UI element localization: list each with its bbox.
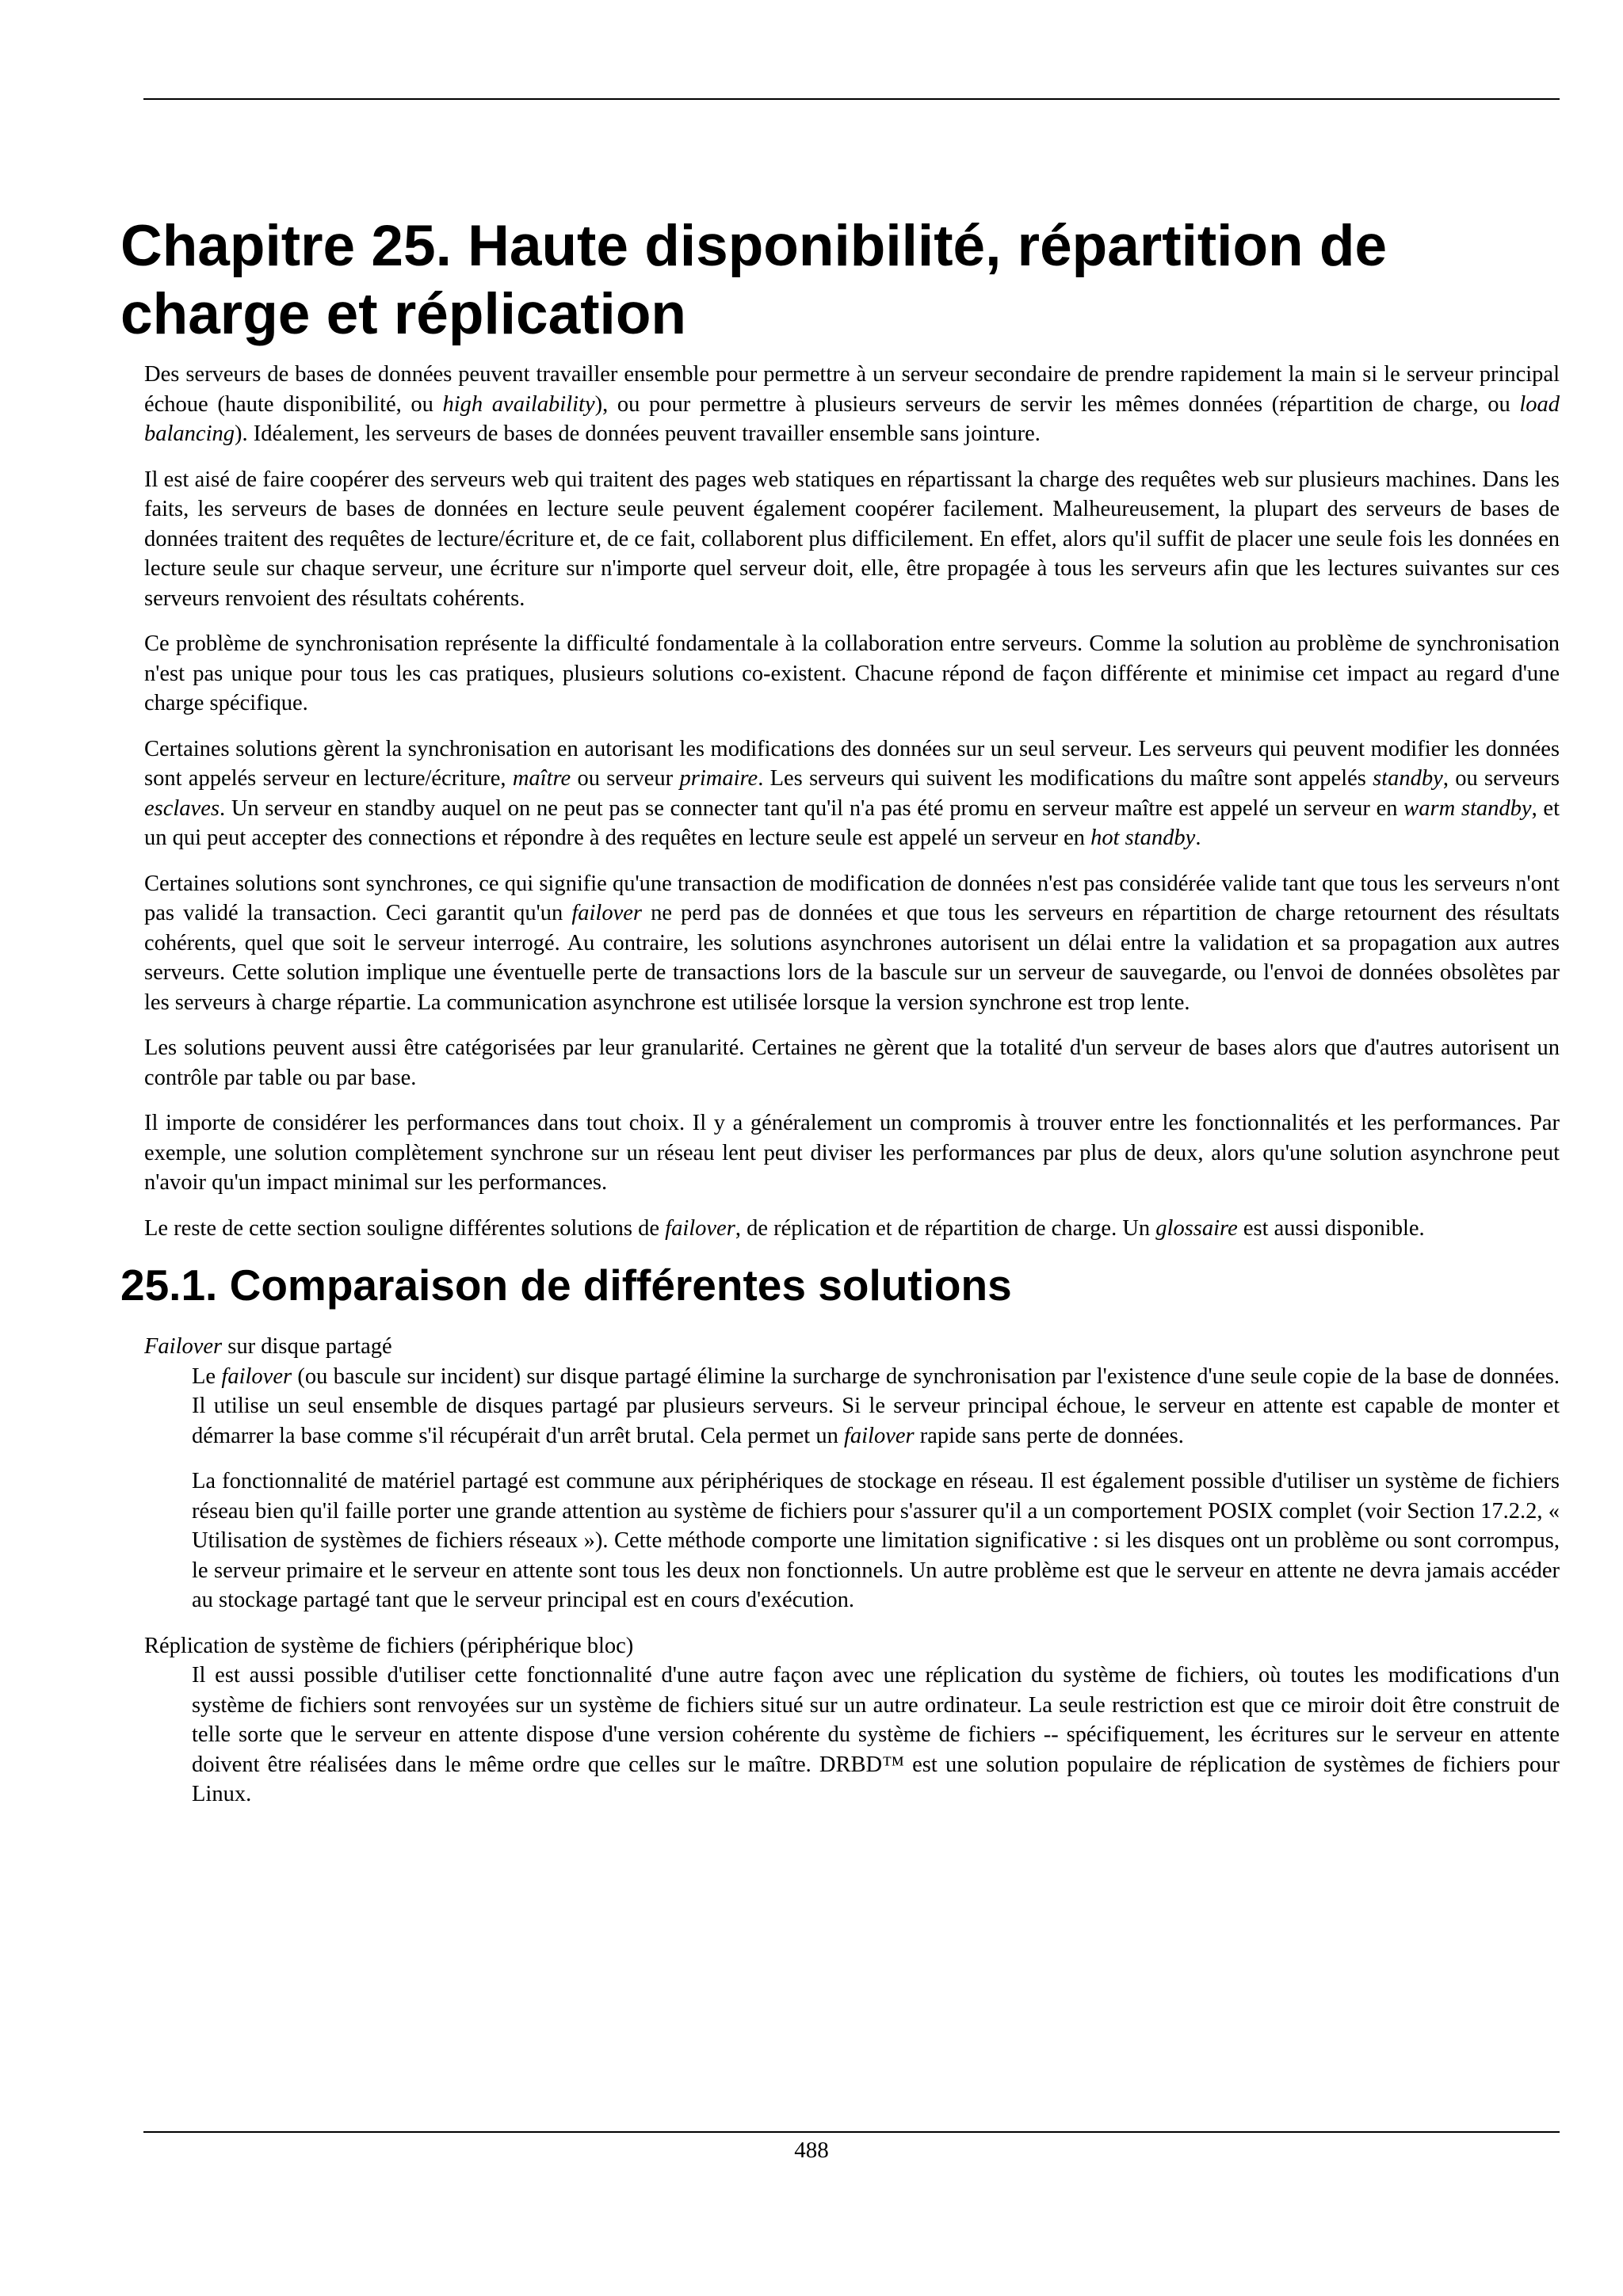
italic-term: Failover bbox=[144, 1334, 223, 1359]
italic-term: primaire bbox=[679, 766, 758, 791]
solution-term bbox=[144, 1332, 1560, 1362]
body-paragraph bbox=[144, 465, 1560, 614]
description-paragraph bbox=[192, 1362, 1560, 1451]
text-run: sur disque partagé bbox=[222, 1334, 392, 1359]
italic-term: failover bbox=[665, 1215, 735, 1241]
text-run: Il importe de considérer les performances dans tout choix. Il y a généralement un compromis à trouver entre les fonctionnalités et les performances. Par exemple, une solution complètement synchrone sur un réseau lent peut diviser les performances par plus de deux, alors qu'une solution asynchrone peut n'avoir qu'un impact minimal sur les performances. bbox=[144, 1111, 1560, 1195]
text-run: ), ou pour permettre à plusieurs serveurs de servir les mêmes données (répartition de charge, ou bbox=[594, 391, 1520, 417]
italic-term: load balancing bbox=[144, 391, 1560, 446]
text-run: Il est aussi possible d'utiliser cette fonctionnalité d'une autre façon avec une réplication du système de fichiers, où toutes les modifications d'un système de fichiers sont renvoyées sur un système de fichiers situé sur un autre ordinateur. La seule restriction est que ce miroir doit être construit de telle sorte que le serveur en attente dispose d'une version cohérente du système de fichiers -- spécifiquement, les écritures sur le serveur en attente doivent être réalisées dans le même ordre que celles sur le maître. DRBD™ est une solution populaire de réplication de systèmes de fichiers pour Linux. bbox=[192, 1663, 1560, 1806]
body-paragraph bbox=[144, 869, 1560, 1018]
text-run: est aussi disponible. bbox=[1237, 1215, 1425, 1241]
solutions-list bbox=[120, 1332, 1560, 1810]
text-run: Le bbox=[192, 1363, 222, 1389]
description-paragraph bbox=[192, 1466, 1560, 1615]
page-number: 488 bbox=[794, 2138, 829, 2163]
body-paragraph bbox=[144, 1033, 1560, 1093]
italic-term: glossaire bbox=[1155, 1215, 1238, 1241]
header-rule bbox=[143, 98, 1560, 100]
text-run: Certaines solutions sont synchrones, ce qui signifie qu'une transaction de modification de données n'est pas considérée valide tant que tous les serveurs n'ont pas validé la transaction. Ceci garantit qu'un bbox=[144, 871, 1560, 925]
text-run: Le reste de cette section souligne différentes solutions de bbox=[144, 1215, 666, 1241]
text-run: Certaines solutions gèrent la synchronisation en autorisant les modifications des données sur un seul serveur. Les serveurs qui peuvent modifier les données sont appelés serveur en lecture/écriture, bbox=[144, 736, 1560, 791]
italic-term: failover bbox=[221, 1363, 292, 1389]
body-paragraph bbox=[144, 360, 1560, 449]
italic-term: high availability bbox=[442, 391, 595, 417]
italic-term: failover bbox=[843, 1423, 915, 1448]
text-run: ne perd pas de données et que tous les serveurs en répartition de charge retournent des résultats cohérents, quel que soit le serveur interrogé. Au contraire, les solutions asynchrones autorisent un délai entre la validation et sa propagation aux autres serveurs. Cette solution implique une éventuelle perte de transactions lors de la bascule sur un serveur de sauvegarde, ou l'envoi de données obsolètes par les serveurs à charge répartie. La communication asynchrone est utilisée lorsque la version synchrone est trop lente. bbox=[144, 901, 1560, 1015]
text-run: , de réplication et de répartition de charge. Un bbox=[735, 1215, 1156, 1241]
body-paragraph bbox=[144, 629, 1560, 719]
italic-term: warm standby bbox=[1403, 795, 1532, 821]
body-paragraph bbox=[144, 1214, 1560, 1244]
italic-term: esclaves bbox=[144, 795, 220, 821]
text-run: . Un serveur en standby auquel on ne peut pas se connecter tant qu'il n'a pas été promu en serveur maître est appelé un serveur en bbox=[219, 795, 1404, 821]
italic-term: hot standby bbox=[1090, 826, 1196, 850]
solution-term bbox=[144, 1631, 1560, 1661]
text-run: , ou serveurs bbox=[1442, 766, 1560, 791]
solution-description bbox=[192, 1661, 1560, 1810]
footer-rule bbox=[143, 2131, 1560, 2133]
chapter-title: Chapitre 25. Haute disponibilité, répartition de charge et réplication bbox=[120, 214, 1388, 346]
text-run: Il est aisé de faire coopérer des serveurs web qui traitent des pages web statiques en répartissant la charge des requêtes web sur plusieurs machines. Dans les faits, les serveurs de bases de données en lecture seule peuvent également coopérer facilement. Malheureusement, la plupart des serveurs de bases de données traitent des requêtes de lecture/écriture et, de ce fait, collaborent plus difficilement. En effet, alors qu'il suffit de placer une seule fois les données en lecture seule sur chaque serveur, une écriture sur n'importe quel serveur doit, elle, être propagée à tous les serveurs afin que les lectures suivantes sur ces serveurs renvoient des résultats cohérents. bbox=[144, 467, 1560, 611]
section-title: 25.1. Comparaison de différentes solutions bbox=[120, 1261, 1012, 1310]
text-run: ). Idéalement, les serveurs de bases de données peuvent travailler ensemble sans jointure. bbox=[235, 421, 1041, 446]
italic-term: failover bbox=[571, 901, 642, 925]
solution-description bbox=[192, 1362, 1560, 1615]
description-paragraph bbox=[192, 1661, 1560, 1810]
text-run: rapide sans perte de données. bbox=[914, 1423, 1184, 1448]
text-run: Ce problème de synchronisation représente la difficulté fondamentale à la collaboration entre serveurs. Comme la solution au problème de synchronisation n'est pas unique pour tous les cas pratiques, plusieurs solutions co-existent. Chacune répond de façon différente et minimise cet impact au regard d'une charge spécifique. bbox=[144, 631, 1560, 715]
text-run: Des serveurs de bases de données peuvent travailler ensemble pour permettre à un serveur secondaire de prendre rapidement la main si le serveur principal échoue (haute disponibilité, ou bbox=[144, 362, 1560, 417]
text-run: . bbox=[1195, 826, 1201, 850]
body-paragraph bbox=[144, 1108, 1560, 1198]
text-run: (ou bascule sur incident) sur disque partagé élimine la surcharge de synchronisation par l'existence d'une seule copie de la base de données. Il utilise un seul ensemble de disques partagé par plusieurs serveurs. Si le serveur principal échoue, le serveur en attente est capable de monter et démarrer la base comme s'il récupérait d'un arrêt brutal. Cela permet un bbox=[192, 1363, 1560, 1448]
chapter-body bbox=[120, 360, 1560, 1243]
text-run: Les solutions peuvent aussi être catégorisées par leur granularité. Certaines ne gèrent que la totalité d'un serveur de bases alors que d'autres autorisent un contrôle par table ou par base. bbox=[144, 1035, 1560, 1090]
italic-term: standby bbox=[1373, 766, 1443, 791]
body-paragraph bbox=[144, 734, 1560, 853]
italic-term: maître bbox=[512, 766, 571, 791]
text-run: ou serveur bbox=[571, 766, 680, 791]
text-run: , et un qui peut accepter des connections et répondre à des requêtes en lecture seule est appelé un serveur en bbox=[144, 795, 1560, 850]
page-content bbox=[120, 212, 1560, 1825]
text-run: La fonctionnalité de matériel partagé est commune aux périphériques de stockage en réseau. Il est également possible d'utiliser un système de fichiers réseau bien qu'il faille porter une grande attention au système de fichiers pour s'assurer qu'il a un comportement POSIX complet (voir Section 17.2.2, « Utilisation de systèmes de fichiers réseaux »). Cette méthode comporte une limitation significative : si les disques ont un problème ou sont corrompus, le serveur primaire et le serveur en attente sont tous les deux non fonctionnels. Un autre problème est que le serveur en attente ne devra jamais accéder au stockage partagé tant que le serveur principal est en cours d'exécution. bbox=[192, 1469, 1560, 1612]
text-run: Réplication de système de fichiers (périphérique bloc) bbox=[144, 1633, 634, 1658]
text-run: . Les serveurs qui suivent les modifications du maître sont appelés bbox=[758, 766, 1373, 791]
